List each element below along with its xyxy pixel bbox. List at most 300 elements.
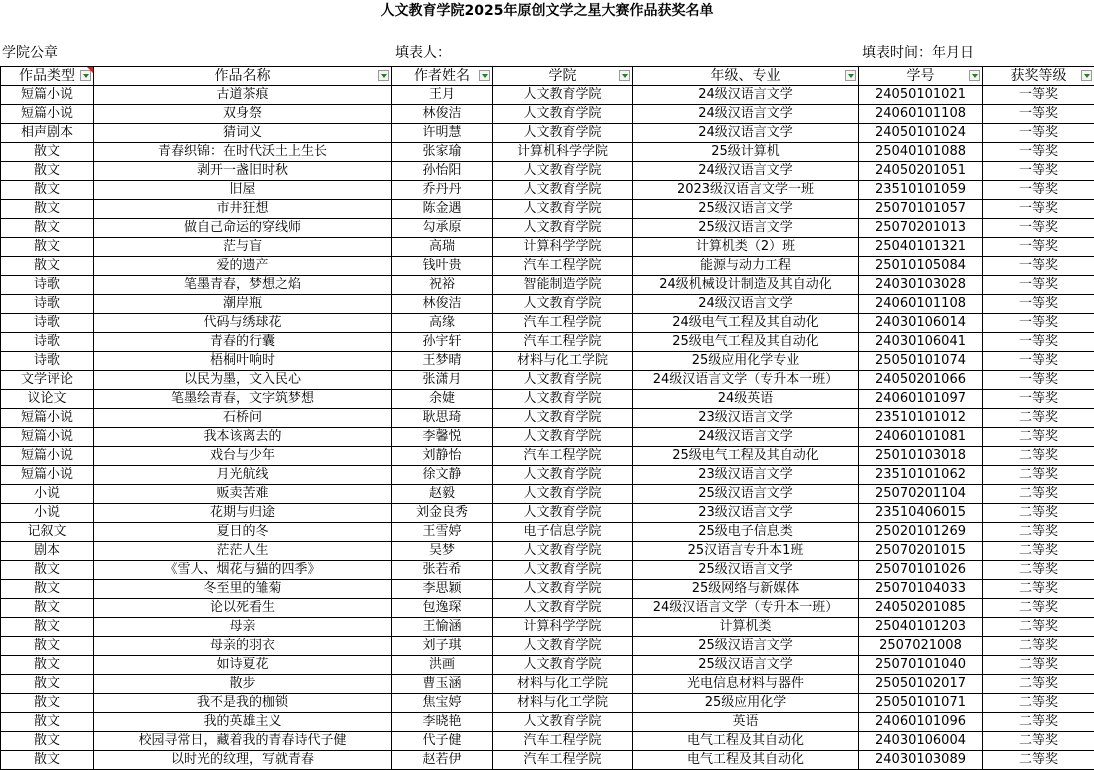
cell-col-major[interactable]: 24级电气工程及其自动化 (633, 314, 859, 333)
table-row (1, 751, 1094, 770)
table-row (1, 466, 1094, 485)
cell-col-major[interactable]: 24级机械设计制造及其自动化 (633, 276, 859, 295)
cell-col-author[interactable]: 余婕 (392, 390, 493, 409)
cell-col-author[interactable]: 乔丹丹 (392, 181, 493, 200)
filter-dropdown-icon[interactable] (845, 70, 856, 81)
cell-col-major[interactable]: 25级应用化学 (633, 694, 859, 713)
cell-col-type[interactable]: 散文 (1, 713, 94, 732)
cell-col-title[interactable]: 《雪人、烟花与猫的四季》 (94, 561, 392, 580)
cell-col-title[interactable]: 论以死看生 (94, 599, 392, 618)
cell-col-title[interactable]: 以时光的纹理，写就青春 (94, 751, 392, 770)
cell-col-author[interactable]: 李馨悦 (392, 428, 493, 447)
cell-col-author[interactable]: 焦宝婷 (392, 694, 493, 713)
table-row (1, 276, 1094, 295)
cell-col-type[interactable]: 短篇小说 (1, 409, 94, 428)
cell-col-college[interactable]: 人文教育学院 (493, 580, 633, 599)
cell-col-student-id[interactable]: 25070104033 (859, 580, 983, 599)
cell-col-title[interactable]: 戏台与少年 (94, 447, 392, 466)
cell-col-title[interactable]: 古道茶痕 (94, 86, 392, 105)
cell-col-college[interactable]: 计算科学学院 (493, 238, 633, 257)
cell-col-type[interactable]: 散文 (1, 257, 94, 276)
cell-col-type[interactable]: 短篇小说 (1, 466, 94, 485)
cell-col-student-id[interactable]: 25040101203 (859, 618, 983, 637)
cell-col-type[interactable]: 文学评论 (1, 371, 94, 390)
cell-col-college[interactable]: 人文教育学院 (493, 105, 633, 124)
cell-col-type[interactable]: 相声剧本 (1, 124, 94, 143)
cell-col-major[interactable]: 24级汉语言文学 (633, 162, 859, 181)
cell-col-college[interactable]: 人文教育学院 (493, 466, 633, 485)
awards-table (0, 66, 1094, 770)
cell-col-major[interactable]: 24级汉语言文学 (633, 124, 859, 143)
cell-col-college[interactable]: 人文教育学院 (493, 371, 633, 390)
cell-col-major[interactable]: 光电信息材料与器件 (633, 675, 859, 694)
cell-col-author[interactable]: 刘子琪 (392, 637, 493, 656)
cell-col-major[interactable]: 24级英语 (633, 390, 859, 409)
cell-col-award[interactable]: 二等奖 (983, 713, 1094, 732)
cell-col-title[interactable]: 做自己命运的穿线师 (94, 219, 392, 238)
cell-col-college[interactable]: 电子信息学院 (493, 523, 633, 542)
cell-col-student-id[interactable]: 25070101040 (859, 656, 983, 675)
cell-col-student-id[interactable]: 25010103018 (859, 447, 983, 466)
cell-col-student-id[interactable]: 24050201085 (859, 599, 983, 618)
cell-col-title[interactable]: 我不是我的枷锁 (94, 694, 392, 713)
cell-col-title[interactable]: 母亲的羽衣 (94, 637, 392, 656)
cell-col-major[interactable]: 25级汉语言文学 (633, 561, 859, 580)
cell-col-author[interactable]: 祝裕 (392, 276, 493, 295)
cell-col-award[interactable]: 二等奖 (983, 751, 1094, 770)
cell-col-award[interactable]: 一等奖 (983, 295, 1094, 314)
cell-col-type[interactable]: 短篇小说 (1, 86, 94, 105)
filter-dropdown-icon[interactable] (969, 70, 980, 81)
cell-col-college[interactable]: 人文教育学院 (493, 599, 633, 618)
cell-col-major[interactable]: 25级汉语言文学 (633, 219, 859, 238)
cell-col-award[interactable]: 二等奖 (983, 675, 1094, 694)
cell-col-student-id[interactable]: 23510406015 (859, 504, 983, 523)
cell-col-student-id[interactable]: 2507021008 (859, 637, 983, 656)
filter-dropdown-icon[interactable] (1081, 70, 1092, 81)
cell-col-award[interactable]: 一等奖 (983, 238, 1094, 257)
cell-col-title[interactable]: 月光航线 (94, 466, 392, 485)
cell-col-title[interactable]: 石桥问 (94, 409, 392, 428)
cell-col-award[interactable]: 二等奖 (983, 618, 1094, 637)
cell-col-title[interactable]: 我的英雄主义 (94, 713, 392, 732)
cell-col-major[interactable]: 25级计算机 (633, 143, 859, 162)
cell-col-author[interactable]: 耿思琦 (392, 409, 493, 428)
header-label: 作者姓名 (414, 68, 470, 84)
cell-col-award[interactable]: 二等奖 (983, 504, 1094, 523)
cell-col-award[interactable]: 二等奖 (983, 694, 1094, 713)
table-row (1, 314, 1094, 333)
cell-col-student-id[interactable]: 25070101057 (859, 200, 983, 219)
header-label: 学号 (906, 68, 935, 84)
cell-col-student-id[interactable]: 23510101059 (859, 181, 983, 200)
cell-col-title[interactable]: 代码与绣球花 (94, 314, 392, 333)
cell-col-type[interactable]: 散文 (1, 751, 94, 770)
cell-col-student-id[interactable]: 23510101012 (859, 409, 983, 428)
cell-col-college[interactable]: 汽车工程学院 (493, 732, 633, 751)
cell-col-college[interactable]: 汽车工程学院 (493, 447, 633, 466)
header-col-author (392, 67, 493, 86)
cell-col-major[interactable]: 24级汉语言文学 (633, 428, 859, 447)
cell-col-author[interactable]: 勾承原 (392, 219, 493, 238)
cell-col-award[interactable]: 一等奖 (983, 86, 1094, 105)
cell-col-student-id[interactable]: 24030103028 (859, 276, 983, 295)
cell-col-college[interactable]: 人文教育学院 (493, 637, 633, 656)
cell-col-major[interactable]: 25级汉语言文学 (633, 637, 859, 656)
table-row (1, 485, 1094, 504)
cell-col-type[interactable]: 散文 (1, 637, 94, 656)
sheet-title: 人文教育学院2025年原创文学之星大赛作品获奖名单 (380, 3, 714, 19)
cell-col-type[interactable]: 散文 (1, 732, 94, 751)
cell-col-major[interactable]: 25级电气工程及其自动化 (633, 447, 859, 466)
cell-col-award[interactable]: 一等奖 (983, 105, 1094, 124)
cell-col-award[interactable]: 二等奖 (983, 485, 1094, 504)
cell-col-author[interactable]: 张家瑜 (392, 143, 493, 162)
header-col-major (633, 67, 859, 86)
cell-col-major[interactable]: 23级汉语言文学 (633, 504, 859, 523)
cell-col-award[interactable]: 一等奖 (983, 371, 1094, 390)
filter-dropdown-icon[interactable] (378, 70, 389, 81)
cell-col-author[interactable]: 张潇月 (392, 371, 493, 390)
cell-col-college[interactable]: 人文教育学院 (493, 485, 633, 504)
cell-col-author[interactable]: 赵若伊 (392, 751, 493, 770)
cell-col-major[interactable]: 25级网络与新媒体 (633, 580, 859, 599)
cell-col-award[interactable]: 一等奖 (983, 200, 1094, 219)
cell-col-award[interactable]: 一等奖 (983, 352, 1094, 371)
cell-col-college[interactable]: 材料与化工学院 (493, 694, 633, 713)
cell-col-type[interactable]: 诗歌 (1, 295, 94, 314)
cell-col-student-id[interactable]: 24060101096 (859, 713, 983, 732)
cell-col-title[interactable]: 花期与归途 (94, 504, 392, 523)
cell-col-college[interactable]: 人文教育学院 (493, 200, 633, 219)
cell-col-award[interactable]: 一等奖 (983, 162, 1094, 181)
cell-col-student-id[interactable]: 24050101024 (859, 124, 983, 143)
cell-col-type[interactable]: 短篇小说 (1, 428, 94, 447)
table-row (1, 675, 1094, 694)
cell-col-type[interactable]: 诗歌 (1, 333, 94, 352)
cell-col-author[interactable]: 吴梦 (392, 542, 493, 561)
cell-col-award[interactable]: 二等奖 (983, 580, 1094, 599)
cell-col-student-id[interactable]: 23510101062 (859, 466, 983, 485)
cell-col-type[interactable]: 散文 (1, 618, 94, 637)
cell-col-author[interactable]: 王月 (392, 86, 493, 105)
cell-col-award[interactable]: 一等奖 (983, 124, 1094, 143)
cell-col-type[interactable]: 议论文 (1, 390, 94, 409)
cell-col-student-id[interactable]: 25010105084 (859, 257, 983, 276)
cell-col-type[interactable]: 散文 (1, 656, 94, 675)
cell-col-student-id[interactable]: 24030106041 (859, 333, 983, 352)
cell-col-title[interactable]: 梧桐叶响时 (94, 352, 392, 371)
cell-col-college[interactable]: 人文教育学院 (493, 124, 633, 143)
cell-col-student-id[interactable]: 24050201066 (859, 371, 983, 390)
cell-col-type[interactable]: 散文 (1, 675, 94, 694)
cell-col-student-id[interactable]: 25020101269 (859, 523, 983, 542)
cell-col-major[interactable]: 计算机类（2）班 (633, 238, 859, 257)
cell-col-author[interactable]: 许明慧 (392, 124, 493, 143)
cell-col-award[interactable]: 一等奖 (983, 181, 1094, 200)
cell-col-major[interactable]: 25汉语言专升本1班 (633, 542, 859, 561)
cell-col-type[interactable]: 诗歌 (1, 352, 94, 371)
table-row (1, 618, 1094, 637)
cell-col-award[interactable]: 二等奖 (983, 732, 1094, 751)
table-row (1, 371, 1094, 390)
cell-col-major[interactable]: 25级汉语言文学 (633, 485, 859, 504)
cell-col-award[interactable]: 二等奖 (983, 409, 1094, 428)
cell-col-major[interactable]: 23级汉语言文学 (633, 466, 859, 485)
cell-col-title[interactable]: 茫与盲 (94, 238, 392, 257)
cell-col-college[interactable]: 材料与化工学院 (493, 675, 633, 694)
header-col-award (983, 67, 1094, 86)
cell-col-title[interactable]: 市井狂想 (94, 200, 392, 219)
cell-col-author[interactable]: 孙宇轩 (392, 333, 493, 352)
table-row (1, 504, 1094, 523)
cell-col-type[interactable]: 散文 (1, 181, 94, 200)
cell-col-title[interactable]: 青春的行囊 (94, 333, 392, 352)
cell-col-author[interactable]: 高缘 (392, 314, 493, 333)
cell-col-student-id[interactable]: 24060101108 (859, 105, 983, 124)
cell-col-college[interactable]: 人文教育学院 (493, 295, 633, 314)
table-row (1, 409, 1094, 428)
cell-col-student-id[interactable]: 24050101021 (859, 86, 983, 105)
cell-col-college[interactable]: 人文教育学院 (493, 428, 633, 447)
cell-col-award[interactable]: 二等奖 (983, 466, 1094, 485)
cell-col-major[interactable]: 2023级汉语言文学一班 (633, 181, 859, 200)
table-row (1, 732, 1094, 751)
header-label: 获奖等级 (1010, 68, 1067, 84)
cell-col-type[interactable]: 短篇小说 (1, 447, 94, 466)
cell-col-student-id[interactable]: 25050101074 (859, 352, 983, 371)
cell-col-author[interactable]: 张若希 (392, 561, 493, 580)
cell-col-author[interactable]: 王愉涵 (392, 618, 493, 637)
cell-col-type[interactable]: 散文 (1, 143, 94, 162)
cell-col-type[interactable]: 散文 (1, 219, 94, 238)
header-label: 年级、专业 (710, 68, 781, 84)
cell-col-type[interactable]: 剧本 (1, 542, 94, 561)
cell-col-award[interactable]: 一等奖 (983, 219, 1094, 238)
table-row (1, 257, 1094, 276)
cell-col-college[interactable]: 人文教育学院 (493, 713, 633, 732)
filter-dropdown-icon[interactable] (619, 70, 630, 81)
table-row (1, 428, 1094, 447)
cell-col-award[interactable]: 一等奖 (983, 276, 1094, 295)
cell-col-major[interactable]: 计算机类 (633, 618, 859, 637)
cell-col-type[interactable]: 散文 (1, 561, 94, 580)
cell-col-author[interactable]: 林俊洁 (392, 105, 493, 124)
filter-dropdown-icon[interactable] (479, 70, 490, 81)
cell-col-title[interactable]: 母亲 (94, 618, 392, 637)
cell-col-type[interactable]: 散文 (1, 599, 94, 618)
header-label: 学院 (548, 68, 577, 84)
cell-col-title[interactable]: 茫茫人生 (94, 542, 392, 561)
cell-col-college[interactable]: 人文教育学院 (493, 181, 633, 200)
cell-col-major[interactable]: 25级电子信息类 (633, 523, 859, 542)
cell-col-student-id[interactable]: 24060101108 (859, 295, 983, 314)
cell-col-major[interactable]: 25级汉语言文学 (633, 656, 859, 675)
cell-col-author[interactable]: 徐文静 (392, 466, 493, 485)
cell-col-student-id[interactable]: 25070201104 (859, 485, 983, 504)
comment-indicator-icon (87, 67, 93, 73)
cell-col-major[interactable]: 25级汉语言文学 (633, 200, 859, 219)
table-row (1, 599, 1094, 618)
cell-col-title[interactable]: 冬至里的雏菊 (94, 580, 392, 599)
cell-col-college[interactable]: 计算机科学学院 (493, 143, 633, 162)
cell-col-author[interactable]: 赵毅 (392, 485, 493, 504)
cell-col-college[interactable]: 汽车工程学院 (493, 257, 633, 276)
table-row (1, 694, 1094, 713)
cell-col-title[interactable]: 散步 (94, 675, 392, 694)
cell-col-author[interactable]: 林俊洁 (392, 295, 493, 314)
cell-col-award[interactable]: 二等奖 (983, 599, 1094, 618)
cell-col-student-id[interactable]: 25040101088 (859, 143, 983, 162)
cell-col-title[interactable]: 猜词义 (94, 124, 392, 143)
cell-col-title[interactable]: 贩卖苦难 (94, 485, 392, 504)
cell-col-college[interactable]: 智能制造学院 (493, 276, 633, 295)
cell-col-award[interactable]: 二等奖 (983, 542, 1094, 561)
cell-col-student-id[interactable]: 24030106004 (859, 732, 983, 751)
cell-col-major[interactable]: 25级应用化学专业 (633, 352, 859, 371)
cell-col-author[interactable]: 刘金良秀 (392, 504, 493, 523)
cell-col-student-id[interactable]: 24030106014 (859, 314, 983, 333)
table-row (1, 542, 1094, 561)
cell-col-type[interactable]: 诗歌 (1, 314, 94, 333)
cell-col-author[interactable]: 李思颖 (392, 580, 493, 599)
cell-col-student-id[interactable]: 24030103089 (859, 751, 983, 770)
cell-col-author[interactable]: 刘静怡 (392, 447, 493, 466)
cell-col-author[interactable]: 曹玉涵 (392, 675, 493, 694)
cell-col-author[interactable]: 包逸琛 (392, 599, 493, 618)
cell-col-author[interactable]: 洪画 (392, 656, 493, 675)
cell-col-major[interactable]: 24级汉语言文学 (633, 105, 859, 124)
header-row (1, 67, 1094, 86)
cell-col-major[interactable]: 电气工程及其自动化 (633, 751, 859, 770)
cell-col-title[interactable]: 笔墨绘青春，文字筑梦想 (94, 390, 392, 409)
header-label: 作品名称 (214, 68, 271, 84)
table-row (1, 143, 1094, 162)
cell-col-major[interactable]: 25级电气工程及其自动化 (633, 333, 859, 352)
cell-col-college[interactable]: 计算科学学院 (493, 618, 633, 637)
table-row (1, 333, 1094, 352)
cell-col-student-id[interactable]: 24060101081 (859, 428, 983, 447)
cell-col-major[interactable]: 23级汉语言文学 (633, 409, 859, 428)
cell-col-title[interactable]: 旧屋 (94, 181, 392, 200)
cell-col-major[interactable]: 24级汉语言文学（专升本一班） (633, 371, 859, 390)
cell-col-major[interactable]: 24级汉语言文学（专升本一班） (633, 599, 859, 618)
cell-col-type[interactable]: 散文 (1, 580, 94, 599)
cell-col-title[interactable]: 青春织锦：在时代沃土上生长 (94, 143, 392, 162)
cell-col-college[interactable]: 人文教育学院 (493, 542, 633, 561)
cell-col-award[interactable]: 一等奖 (983, 390, 1094, 409)
cell-col-award[interactable]: 二等奖 (983, 523, 1094, 542)
cell-col-major[interactable]: 电气工程及其自动化 (633, 732, 859, 751)
cell-col-student-id[interactable]: 25050101071 (859, 694, 983, 713)
cell-col-author[interactable]: 高瑞 (392, 238, 493, 257)
cell-col-major[interactable]: 英语 (633, 713, 859, 732)
cell-col-college[interactable]: 人文教育学院 (493, 219, 633, 238)
cell-col-author[interactable]: 王梦晴 (392, 352, 493, 371)
cell-col-author[interactable]: 孙怡阳 (392, 162, 493, 181)
cell-col-type[interactable]: 诗歌 (1, 276, 94, 295)
cell-col-award[interactable]: 一等奖 (983, 333, 1094, 352)
cell-col-award[interactable]: 二等奖 (983, 428, 1094, 447)
cell-col-title[interactable]: 爱的遗产 (94, 257, 392, 276)
table-row (1, 561, 1094, 580)
cell-col-major[interactable]: 24级汉语言文学 (633, 86, 859, 105)
table-row (1, 637, 1094, 656)
cell-col-college[interactable]: 人文教育学院 (493, 162, 633, 181)
cell-col-title[interactable]: 夏日的冬 (94, 523, 392, 542)
cell-col-type[interactable]: 记叙文 (1, 523, 94, 542)
cell-col-award[interactable]: 二等奖 (983, 561, 1094, 580)
cell-col-author[interactable]: 李晓艳 (392, 713, 493, 732)
cell-col-title[interactable]: 潮岸瓶 (94, 295, 392, 314)
cell-col-award[interactable]: 一等奖 (983, 143, 1094, 162)
cell-col-award[interactable]: 一等奖 (983, 257, 1094, 276)
cell-col-student-id[interactable]: 25070201015 (859, 542, 983, 561)
cell-col-type[interactable]: 小说 (1, 485, 94, 504)
table-row (1, 162, 1094, 181)
cell-col-title[interactable]: 双身祭 (94, 105, 392, 124)
cell-col-major[interactable]: 能源与动力工程 (633, 257, 859, 276)
cell-col-author[interactable]: 钱叶贵 (392, 257, 493, 276)
cell-col-author[interactable]: 王雪婷 (392, 523, 493, 542)
table-row (1, 713, 1094, 732)
cell-col-student-id[interactable]: 24050201051 (859, 162, 983, 181)
cell-col-student-id[interactable]: 25040101321 (859, 238, 983, 257)
cell-col-student-id[interactable]: 25070201013 (859, 219, 983, 238)
cell-col-title[interactable]: 剥开一盏旧时秋 (94, 162, 392, 181)
cell-col-title[interactable]: 以民为墨，文入民心 (94, 371, 392, 390)
cell-col-award[interactable]: 二等奖 (983, 656, 1094, 675)
cell-col-major[interactable]: 24级汉语言文学 (633, 295, 859, 314)
cell-col-title[interactable]: 我本该离去的 (94, 428, 392, 447)
cell-col-student-id[interactable]: 24060101097 (859, 390, 983, 409)
cell-col-college[interactable]: 汽车工程学院 (493, 751, 633, 770)
cell-col-award[interactable]: 二等奖 (983, 637, 1094, 656)
cell-col-title[interactable]: 笔墨青春，梦想之焰 (94, 276, 392, 295)
cell-col-type[interactable]: 散文 (1, 200, 94, 219)
header-col-student-id (859, 67, 983, 86)
table-row (1, 352, 1094, 371)
cell-col-author[interactable]: 陈金遇 (392, 200, 493, 219)
cell-col-college[interactable]: 人文教育学院 (493, 86, 633, 105)
fill-date-label: 填表时间：年月日 (862, 45, 974, 61)
table-row (1, 390, 1094, 409)
cell-col-type[interactable]: 散文 (1, 694, 94, 713)
cell-col-title[interactable]: 如诗夏花 (94, 656, 392, 675)
table-row (1, 238, 1094, 257)
cell-col-college[interactable]: 汽车工程学院 (493, 314, 633, 333)
cell-col-college[interactable]: 人文教育学院 (493, 504, 633, 523)
cell-col-type[interactable]: 散文 (1, 162, 94, 181)
cell-col-college[interactable]: 人文教育学院 (493, 561, 633, 580)
cell-col-college[interactable]: 人文教育学院 (493, 656, 633, 675)
cell-col-award[interactable]: 一等奖 (983, 314, 1094, 333)
cell-col-award[interactable]: 二等奖 (983, 447, 1094, 466)
cell-col-title[interactable]: 校园寻常日，藏着我的青春诗代子健 (94, 732, 392, 751)
cell-col-student-id[interactable]: 25050102017 (859, 675, 983, 694)
cell-col-student-id[interactable]: 25070101026 (859, 561, 983, 580)
header-col-type (1, 67, 94, 86)
cell-col-college[interactable]: 汽车工程学院 (493, 333, 633, 352)
cell-col-author[interactable]: 代子健 (392, 732, 493, 751)
cell-col-type[interactable]: 小说 (1, 504, 94, 523)
cell-col-college[interactable]: 材料与化工学院 (493, 352, 633, 371)
cell-col-type[interactable]: 散文 (1, 238, 94, 257)
cell-col-college[interactable]: 人文教育学院 (493, 409, 633, 428)
cell-col-college[interactable]: 人文教育学院 (493, 390, 633, 409)
table-row (1, 124, 1094, 143)
cell-col-type[interactable]: 短篇小说 (1, 105, 94, 124)
